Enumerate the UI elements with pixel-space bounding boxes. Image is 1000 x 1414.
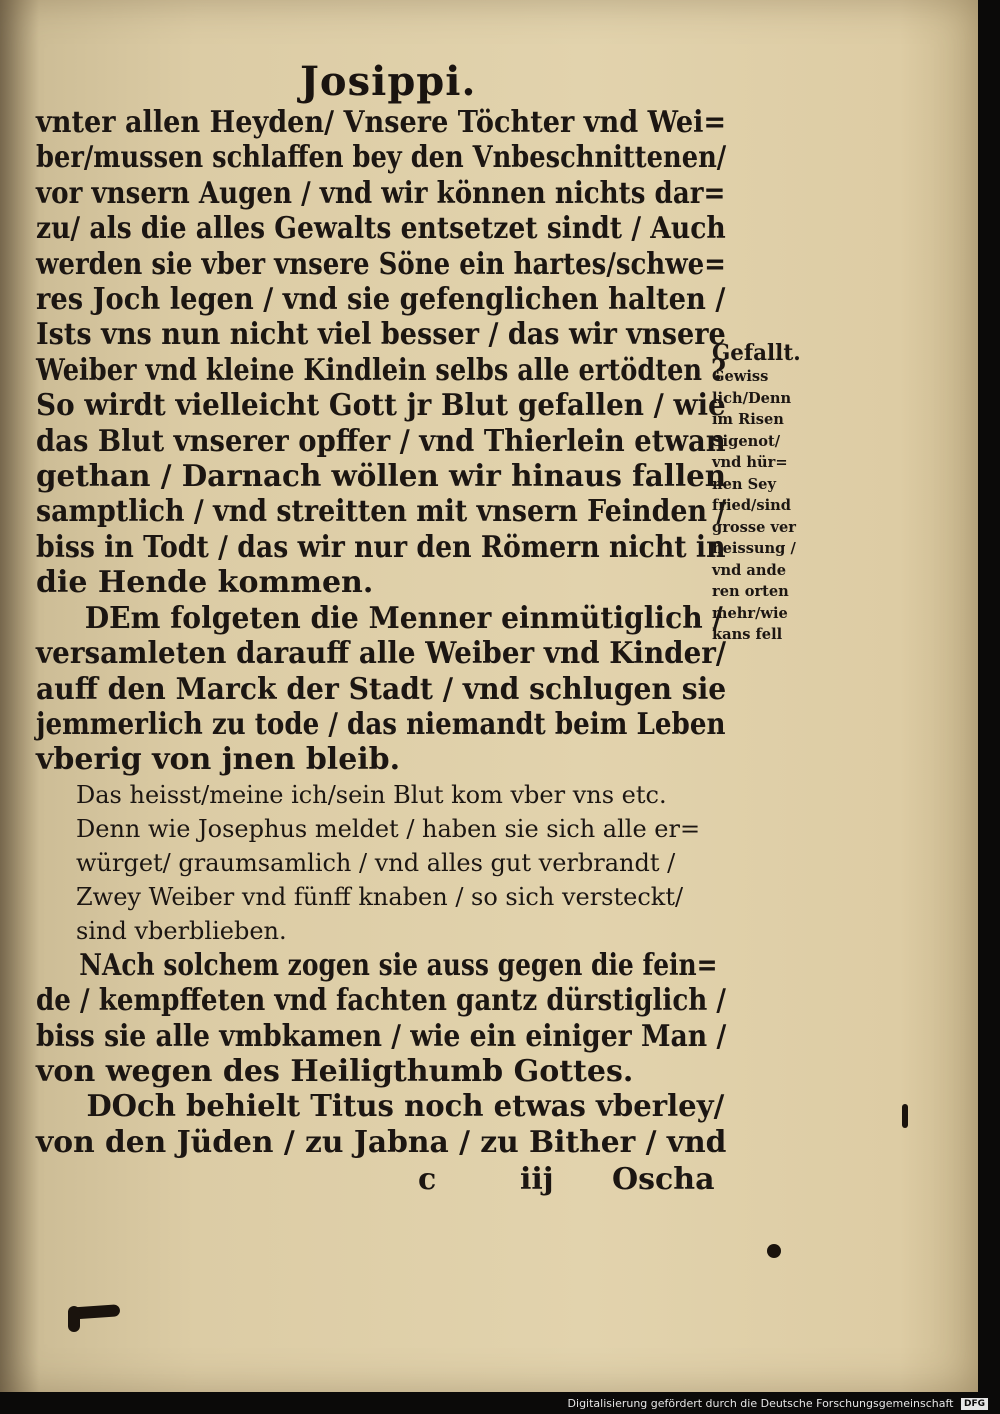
text-line: von wegen des Heiligthumb Gottes. xyxy=(36,1053,634,1089)
margin-note-line: mehr/wie xyxy=(712,603,788,622)
digitization-footer xyxy=(0,1394,1000,1414)
margin-note-line: fried/sind xyxy=(712,496,792,514)
text-line: vberig von jnen bleib. xyxy=(36,742,401,778)
text-line: DEm folgeten die Menner einmütiglich / xyxy=(84,600,723,636)
text-line: res Joch legen / vnd sie gefenglichen halten / xyxy=(36,282,726,318)
margin-note-line: lich/Denn xyxy=(712,388,792,407)
margin-note-line: im Risen xyxy=(712,410,784,428)
ink-smudge xyxy=(68,1306,80,1332)
text-line: auff den Marck der Stadt / vnd schlugen sie xyxy=(36,671,727,707)
margin-note-line: Gewiss xyxy=(712,367,769,385)
text-line: zu/ als die alles Gewalts entsetzet sindt / Auch xyxy=(36,211,726,247)
text-line: DOch behielt Titus noch etwas vberley/ xyxy=(86,1089,725,1125)
text-line: versamleten darauff alle Weiber vnd Kinder/ xyxy=(36,636,727,672)
margin-note-line: vnd ande xyxy=(712,560,787,579)
text-line: de / kempffeten vnd fachten gantz dürstiglich / xyxy=(36,983,726,1019)
main-text-block xyxy=(36,105,727,1160)
footer-credit: Digitalisierung gefördert durch die Deutsche Forschungsgemeinschaft xyxy=(567,1397,954,1410)
text-line: ber/mussen schlaffen bey den Vnbeschnittenen/ xyxy=(36,140,727,176)
margin-note-line: grosse ver xyxy=(712,517,796,536)
margin-note-line: ren orten xyxy=(712,582,789,600)
signature-mark: c xyxy=(418,1162,437,1197)
running-head: Josippi. xyxy=(300,58,477,105)
margin-note-line: Gefallt. xyxy=(712,340,801,366)
text-line: Ists vns nun nicht viel besser / das wir vnsere xyxy=(36,317,726,353)
margin-note-line: heissung / xyxy=(712,539,796,557)
margin-note-line: nen Sey xyxy=(712,474,776,493)
text-line: werden sie vber vnsere Söne ein hartes/schwe= xyxy=(36,246,726,282)
gloss-line: Zwey Weiber vnd fünff knaben / so sich versteckt/ xyxy=(76,882,684,911)
text-line: die Hende kommen. xyxy=(36,565,374,601)
margin-note xyxy=(712,340,827,646)
text-line: biss sie alle vmbkamen / wie ein einiger Man / xyxy=(36,1018,727,1054)
margin-note-line: kans fell xyxy=(712,625,783,643)
ink-blot xyxy=(767,1244,781,1258)
gloss-line: sind vberblieben. xyxy=(76,916,287,945)
signature-line xyxy=(0,1162,720,1202)
text-line: das Blut vnserer opffer / vnd Thierlein etwan xyxy=(36,423,726,459)
text-line: biss in Todt / das wir nur den Römern nicht in xyxy=(36,529,726,565)
gloss-line: würget/ graumsamlich / vnd alles gut verbrandt / xyxy=(76,848,676,877)
margin-note-line: vnd hür= xyxy=(712,453,788,471)
text-line: gethan / Darnach wöllen wir hinaus fallen xyxy=(36,459,727,495)
gloss-line: Das heisst/meine ich/sein Blut kom vber vns etc. xyxy=(76,780,667,809)
dfg-logo-icon: DFG xyxy=(961,1398,988,1410)
ink-mark xyxy=(902,1104,908,1128)
gloss-line: Denn wie Josephus meldet / haben sie sich alle er= xyxy=(76,814,701,843)
text-line: So wirdt vielleicht Gott jr Blut gefallen / wie xyxy=(36,388,726,424)
text-line: samptlich / vnd streitten mit vnsern Feinden / xyxy=(36,494,727,530)
text-line: von den Jüden / zu Jabna / zu Bither / vnd xyxy=(36,1124,727,1160)
margin-note-line: Sigenot/ xyxy=(712,431,781,450)
text-line: jemmerlich zu tode / das niemandt beim Leben xyxy=(36,706,726,742)
signature-number: iij xyxy=(520,1162,554,1197)
text-line: NAch solchem zogen sie auss gegen die fein= xyxy=(79,947,718,983)
text-line: Weiber vnd kleine Kindlein selbs alle ertödten ? xyxy=(36,352,727,388)
catchword: Oscha xyxy=(612,1162,715,1197)
text-line: vnter allen Heyden/ Vnsere Töchter vnd Wei= xyxy=(36,105,727,140)
text-line: vor vnsern Augen / vnd wir können nichts dar= xyxy=(36,175,726,211)
